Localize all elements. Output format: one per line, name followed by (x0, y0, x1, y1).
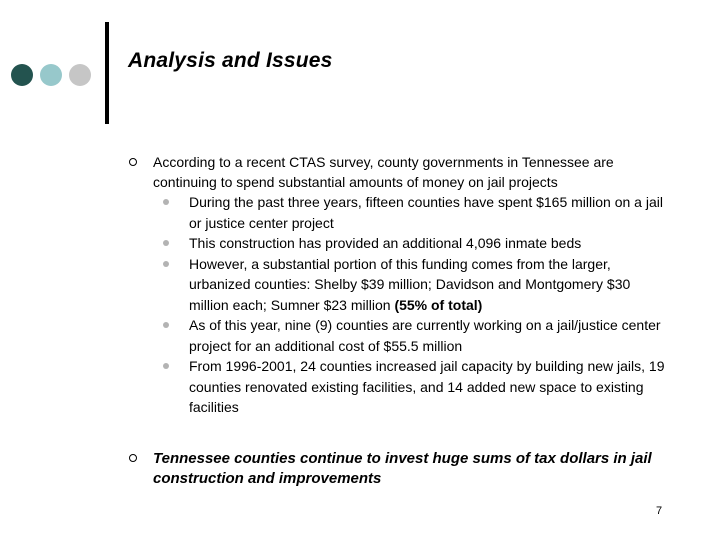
bullet-text: Tennessee counties continue to invest huge sums of tax dollars in jail construction and improvements (153, 450, 652, 487)
subbullet-text: During the past three years, fifteen counties have spent $165 million on a jail or justice center project (189, 194, 663, 231)
subbullet-dot-icon (163, 322, 169, 328)
subbullet-item (143, 356, 673, 418)
subbullet-dot-icon (163, 199, 169, 205)
decor-dot-dark (11, 64, 33, 86)
subbullet-list (143, 192, 673, 418)
subbullet-item (143, 254, 673, 316)
subbullet-text: From 1996-2001, 24 counties increased jail capacity by building new jails, 19 counties renovated existing facilities, and 14 added new space to existing facilities (189, 358, 665, 415)
subbullet-emphasis: (55% of total) (394, 296, 483, 313)
subbullet-item (143, 315, 673, 356)
decor-dot-gray (69, 64, 91, 86)
subbullet-dot-icon (163, 363, 169, 369)
page-number: 7 (656, 505, 663, 517)
title-divider (105, 22, 109, 124)
bullet-item (143, 153, 673, 418)
subbullet-item (143, 233, 673, 254)
subbullet-text: However, a substantial portion of this funding comes from the larger, urbanized counties: Shelby $39 million; Davidson and Montgomery $30 million each; Sumner $23 million (189, 255, 631, 313)
decor-dot-teal (40, 64, 62, 86)
bullet-item (143, 449, 673, 489)
bullet-ring-icon (129, 158, 137, 166)
subbullet-dot-icon (163, 261, 169, 267)
subbullet-text: As of this year, nine (9) counties are currently working on a jail/justice center project for an additional cost of $55.5 million (189, 317, 661, 354)
bullet-ring-icon (129, 454, 137, 462)
bullet-text: According to a recent CTAS survey, county governments in Tennessee are continuing to spend substantial amounts of money on jail projects (153, 154, 614, 190)
subbullet-text: This construction has provided an additional 4,096 inmate beds (189, 235, 582, 251)
subbullet-dot-icon (163, 240, 169, 246)
subbullet-item (143, 192, 673, 233)
slide-title: Analysis and Issues (128, 49, 333, 72)
